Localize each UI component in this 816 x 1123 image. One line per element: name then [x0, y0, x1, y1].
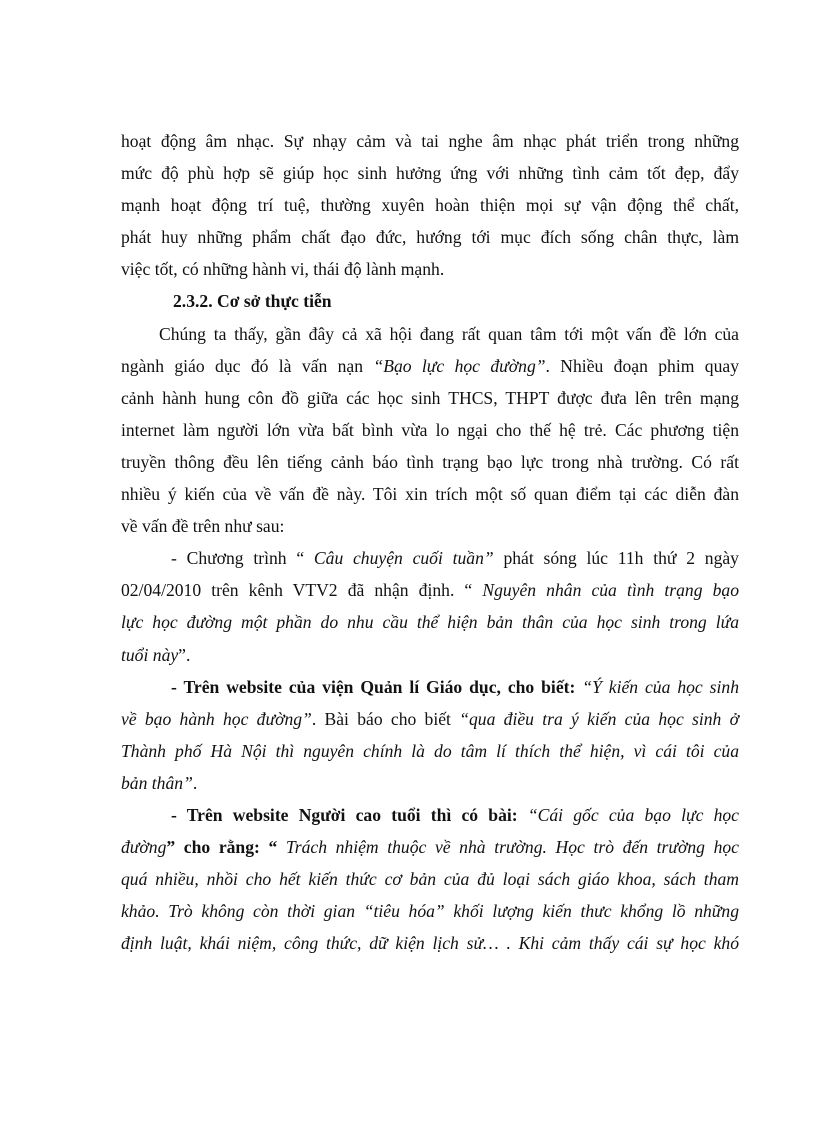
- italic-span: “Ý kiến của học sinh: [582, 676, 739, 697]
- italic-span: “Bạo lực học đường”: [373, 355, 546, 376]
- section-heading: 2.3.2. Cơ sở thực tiễn: [173, 291, 332, 312]
- italic-span: đường: [121, 837, 167, 858]
- italic-span: “qua điều tra ý kiến của học sinh ở: [459, 708, 740, 729]
- text-line: [121, 735, 739, 767]
- text-span: phát sóng lúc 11h thứ 2 ngày: [493, 548, 739, 569]
- text-span: . Bài báo cho biết: [311, 708, 460, 729]
- italic-span: lực học đường một phần do nhu cầu thể hiện bản thân của học sinh trong lứa: [121, 612, 739, 633]
- text-span: .: [192, 772, 198, 793]
- italic-span: “Cái gốc của bạo lực học: [527, 804, 739, 825]
- text-line: [121, 703, 739, 735]
- text-line: mức độ phù hợp sẽ giúp học sinh hưởng ứng với những tình cảm tốt đẹp, đẩy: [121, 163, 739, 184]
- text-span: ”.: [178, 644, 191, 665]
- italic-span: Trách nhiệm thuộc về nhà trường. Học trò đến trường học: [285, 837, 739, 858]
- italic-span: Thành phố Hà Nội thì nguyên chính là do tâm lí thích thể hiện, vì cái tôi của: [121, 740, 739, 761]
- italic-span: về bạo hành học đường”: [121, 708, 312, 729]
- text-line: truyền thông đều lên tiếng cảnh báo tình trạng bạo lực trong nhà trường. Có rất: [121, 451, 739, 472]
- text-line: [121, 574, 739, 606]
- text-span: . Nhiều đoạn phim quay: [545, 355, 739, 376]
- text-line: [121, 350, 739, 382]
- text-line: [121, 606, 739, 638]
- italic-span: Nguyên nhân của tình trạng bạo: [482, 580, 739, 601]
- text-span: 02/04/2010 trên kênh VTV2 đã nhận định. “: [121, 580, 483, 601]
- text-line: hoạt động âm nhạc. Sự nhạy cảm và tai nghe âm nhạc phát triển trong những: [121, 131, 739, 151]
- text-line: [121, 831, 739, 863]
- bold-span: - Trên website của viện Quản lí Giáo dục, cho biết:: [171, 676, 583, 697]
- text-line: [121, 671, 739, 703]
- text-span: - Chương trình “: [171, 548, 314, 569]
- text-line: việc tốt, có những hành vi, thái độ lành mạnh.: [121, 259, 445, 280]
- italic-span: tuổi này: [121, 644, 179, 665]
- bold-span: ” cho rằng: “: [166, 837, 286, 858]
- italic-span: bản thân”: [121, 772, 193, 793]
- text-line: về vấn đề trên như sau:: [121, 516, 285, 537]
- text-line: internet làm người lớn vừa bất bình vừa lo ngại cho thế hệ trẻ. Các phương tiện: [121, 419, 739, 440]
- text-line: [121, 863, 739, 895]
- italic-span: Câu chuyện cuối tuần”: [313, 548, 494, 569]
- text-line: [121, 799, 739, 831]
- document-page: [121, 125, 739, 959]
- text-span: ngành giáo dục đó là vấn nạn: [121, 355, 374, 376]
- text-line: [121, 542, 739, 574]
- text-line: Chúng ta thấy, gần đây cả xã hội đang rất quan tâm tới một vấn đề lớn của: [159, 323, 739, 344]
- italic-span: quá nhiều, nhồi cho hết kiến thức cơ bản của đủ loại sách giáo khoa, sách tham: [121, 869, 739, 890]
- text-line: cảnh hành hung côn đồ giữa các học sinh THCS, THPT được đưa lên trên mạng: [121, 387, 739, 408]
- italic-span: định luật, khái niệm, công thức, dữ kiện lịch sử… . Khi cảm thấy cái sự học khó: [121, 933, 739, 954]
- text-line: [121, 895, 739, 927]
- text-line: [121, 767, 739, 799]
- text-line: mạnh hoạt động trí tuệ, thường xuyên hoàn thiện mọi sự vận động thể chất,: [121, 195, 739, 216]
- bold-span: - Trên website Người cao tuổi thì có bài:: [171, 804, 528, 825]
- text-line: nhiều ý kiến của về vấn đề này. Tôi xin trích một số quan điểm tại các diễn đàn: [121, 484, 739, 505]
- text-line: [121, 927, 739, 959]
- italic-span: khảo. Trò không còn thời gian “tiêu hóa” khối lượng kiến thưc khổng lồ những: [121, 901, 739, 922]
- text-line: [121, 639, 739, 671]
- text-line: phát huy những phẩm chất đạo đức, hướng tới mục đích sống chân thực, làm: [121, 227, 739, 248]
